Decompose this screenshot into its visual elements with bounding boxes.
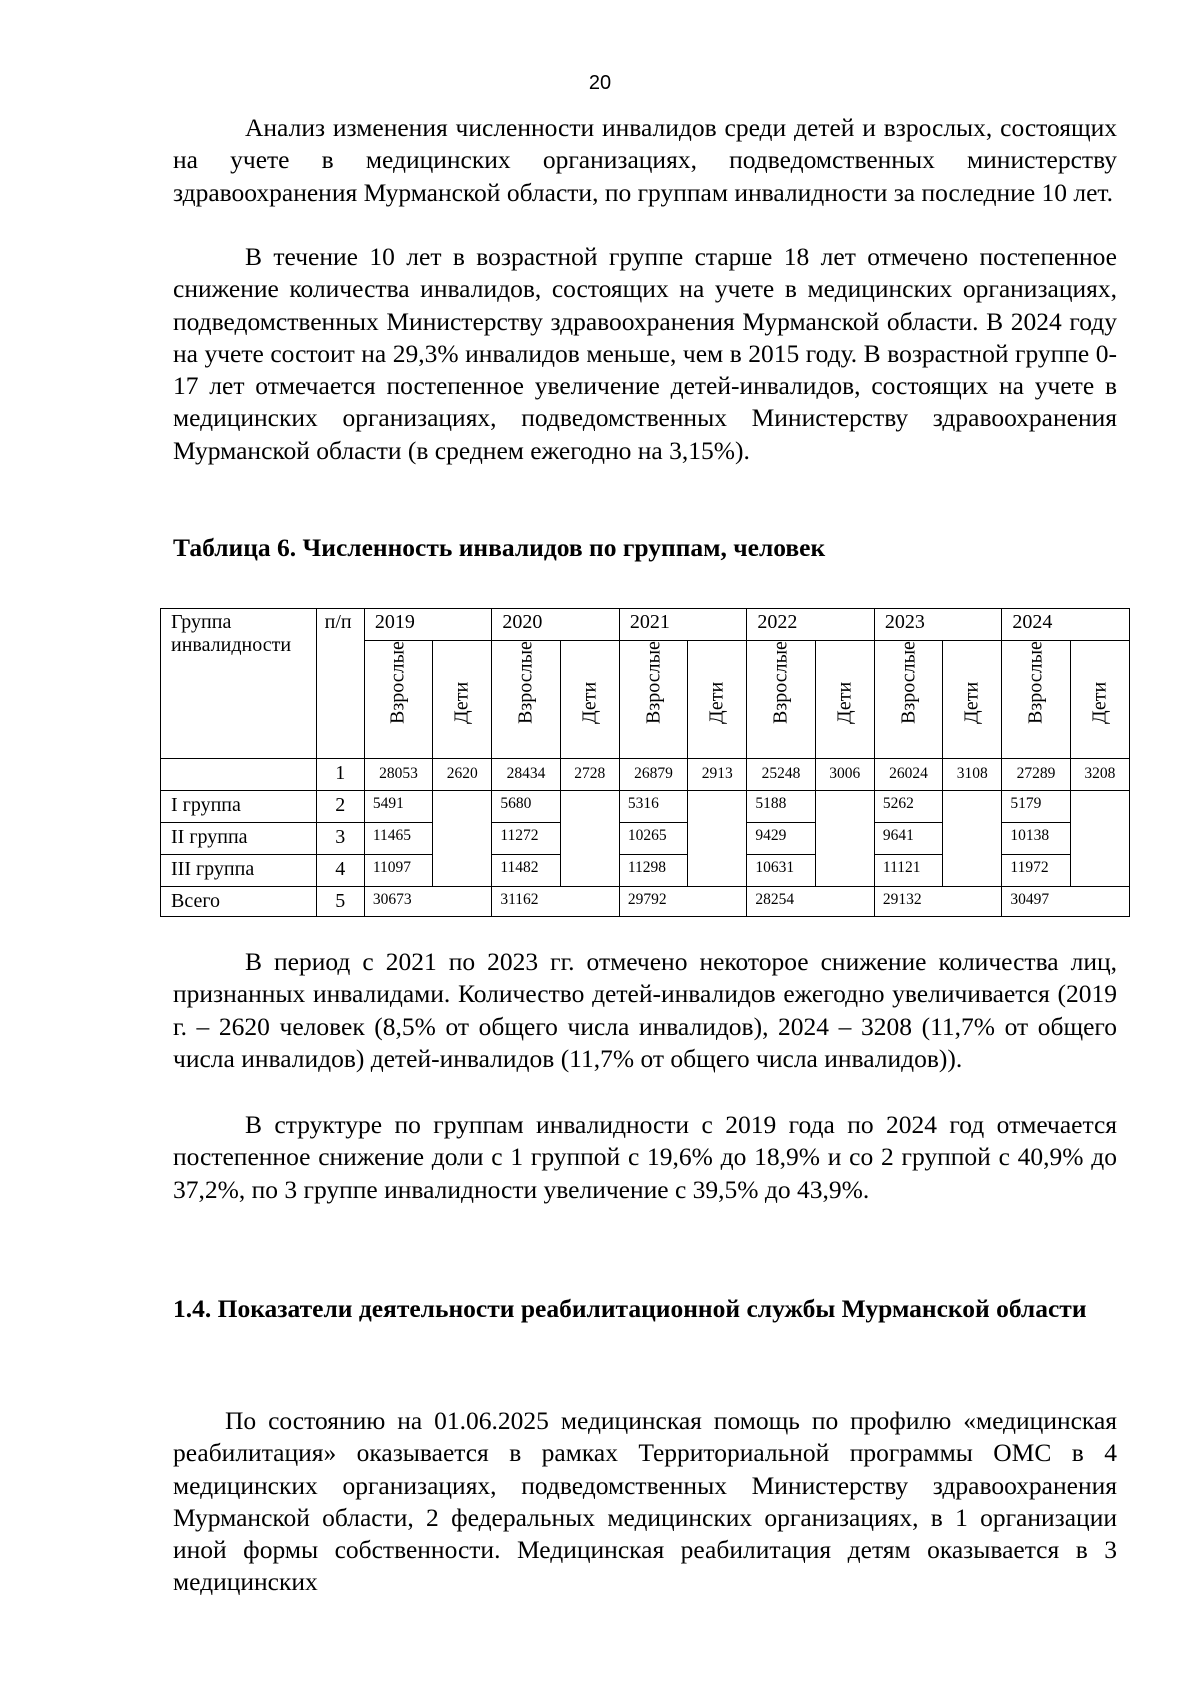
cell-value: 5179 <box>1002 791 1070 823</box>
cell-value: 11272 <box>492 823 560 855</box>
cell-empty <box>688 791 747 887</box>
subheader-adults: Взрослые <box>874 641 942 759</box>
cell-empty <box>815 791 874 887</box>
header-year: 2020 <box>492 609 620 641</box>
cell-value: 27289 <box>1002 759 1070 791</box>
row-label: II группа <box>161 823 317 855</box>
row-label-empty <box>161 759 317 791</box>
cell-value: 2620 <box>433 759 492 791</box>
row-label: Всего <box>161 887 317 917</box>
disability-groups-table <box>160 608 1130 917</box>
paragraph-ten-year-trend: В течение 10 лет в возрастной группе старше 18 лет отмечено постепенное снижение количества инвалидов, состоящих на учете в медицинских организациях, подведомственных Министерству здравоохранения Мурманской области. В 2024 году на учете состоит на 29,3% инвалидов меньше, чем в 2015 году. В возрастной группе 0-17 лет отмечается постепенное увеличение детей-инвалидов, состоящих на учете в медицинских организациях, подведомственных Министерству здравоохранения Мурманской области (в среднем ежегодно на 3,15%). <box>173 242 1117 465</box>
cell-value: 11482 <box>492 855 560 887</box>
page-number: 20 <box>588 72 612 94</box>
cell-value: 2913 <box>688 759 747 791</box>
cell-value: 28434 <box>492 759 560 791</box>
cell-value: 29132 <box>874 887 1002 917</box>
subheader-children: Дети <box>433 641 492 759</box>
cell-value: 11465 <box>364 823 432 855</box>
cell-value: 5316 <box>619 791 687 823</box>
paragraph-decline-period: В период с 2021 по 2023 гг. отмечено некоторое снижение количества лиц, признанных инвалидами. Количество детей-инвалидов ежегодно увеличивается (2019 г. – 2620 человек (8,5% от общего числа инвалидов), 2024 – 3208 (11,7% от общего числа инвалидов) детей-инвалидов (11,7% от общего числа инвалидов)). <box>173 947 1117 1073</box>
cell-value: 2728 <box>560 759 619 791</box>
table-title: Таблица 6. Численность инвалидов по группам, человек <box>173 533 826 562</box>
subheader-children: Дети <box>688 641 747 759</box>
paragraph-structure-by-groups: В структуре по группам инвалидности с 2019 года по 2024 год отмечается постепенное снижение доли с 1 группой с 19,6% до 18,9% и со 2 группой с 40,9% до 37,2%, по 3 группе инвалидности увеличение с 39,5% до 43,9%. <box>173 1110 1117 1204</box>
header-year: 2024 <box>1002 609 1130 641</box>
cell-empty <box>433 791 492 887</box>
cell-value: 5491 <box>364 791 432 823</box>
subheader-adults: Взрослые <box>1002 641 1070 759</box>
table-year-header-row <box>161 609 1130 641</box>
subheader-adults: Взрослые <box>747 641 815 759</box>
header-group: Группа инвалидности <box>161 609 317 759</box>
paragraph-analysis-intro: Анализ изменения численности инвалидов среди детей и взрослых, состоящих на учете в медицинских организациях, подведомственных министерству здравоохранения Мурманской области, по группам инвалидности за последние 10 лет. <box>173 113 1117 207</box>
header-year: 2021 <box>619 609 747 641</box>
cell-value: 11097 <box>364 855 432 887</box>
cell-value: 10631 <box>747 855 815 887</box>
table-row <box>161 791 1130 823</box>
row-pp: 4 <box>316 855 364 887</box>
cell-value: 3006 <box>815 759 874 791</box>
cell-value: 5188 <box>747 791 815 823</box>
subheader-adults: Взрослые <box>492 641 560 759</box>
row-label: I группа <box>161 791 317 823</box>
subheader-children: Дети <box>943 641 1002 759</box>
header-year: 2023 <box>874 609 1002 641</box>
subheader-adults: Взрослые <box>364 641 432 759</box>
section-heading: 1.4. Показатели деятельности реабилитационной службы Мурманской области <box>173 1294 1087 1323</box>
cell-value: 11121 <box>874 855 942 887</box>
cell-value: 3208 <box>1070 759 1129 791</box>
cell-empty <box>560 791 619 887</box>
cell-value: 28053 <box>364 759 432 791</box>
cell-value: 5262 <box>874 791 942 823</box>
subheader-adults: Взрослые <box>619 641 687 759</box>
header-pp: п/п <box>316 609 364 759</box>
cell-empty <box>1070 791 1129 887</box>
subheader-children: Дети <box>560 641 619 759</box>
cell-value: 11298 <box>619 855 687 887</box>
cell-value: 3108 <box>943 759 1002 791</box>
paragraph-rehabilitation-service: По состоянию на 01.06.2025 медицинская помощь по профилю «медицинская реабилитация» оказывается в рамках Территориальной программы ОМС в 4 медицинских организациях, подведомственных Министерству здравоохранения Мурманской области, 2 федеральных медицинских организациях, в 1 организации иной формы собственности. Медицинская реабилитация детям оказывается в 3 медицинских <box>173 1406 1117 1597</box>
cell-value: 9641 <box>874 823 942 855</box>
row-pp: 3 <box>316 823 364 855</box>
table-row <box>161 759 1130 791</box>
row-pp: 1 <box>316 759 364 791</box>
row-pp: 5 <box>316 887 364 917</box>
cell-value: 10265 <box>619 823 687 855</box>
cell-value: 29792 <box>619 887 747 917</box>
cell-value: 28254 <box>747 887 875 917</box>
header-year: 2022 <box>747 609 875 641</box>
cell-value: 30497 <box>1002 887 1130 917</box>
cell-value: 31162 <box>492 887 620 917</box>
row-pp: 2 <box>316 791 364 823</box>
cell-value: 11972 <box>1002 855 1070 887</box>
cell-empty <box>943 791 1002 887</box>
cell-value: 9429 <box>747 823 815 855</box>
subheader-children: Дети <box>1070 641 1129 759</box>
table-row-total <box>161 887 1130 917</box>
cell-value: 5680 <box>492 791 560 823</box>
cell-value: 25248 <box>747 759 815 791</box>
cell-value: 26024 <box>874 759 942 791</box>
header-year: 2019 <box>364 609 492 641</box>
subheader-children: Дети <box>815 641 874 759</box>
cell-value: 30673 <box>364 887 492 917</box>
row-label: III группа <box>161 855 317 887</box>
cell-value: 10138 <box>1002 823 1070 855</box>
cell-value: 26879 <box>619 759 687 791</box>
